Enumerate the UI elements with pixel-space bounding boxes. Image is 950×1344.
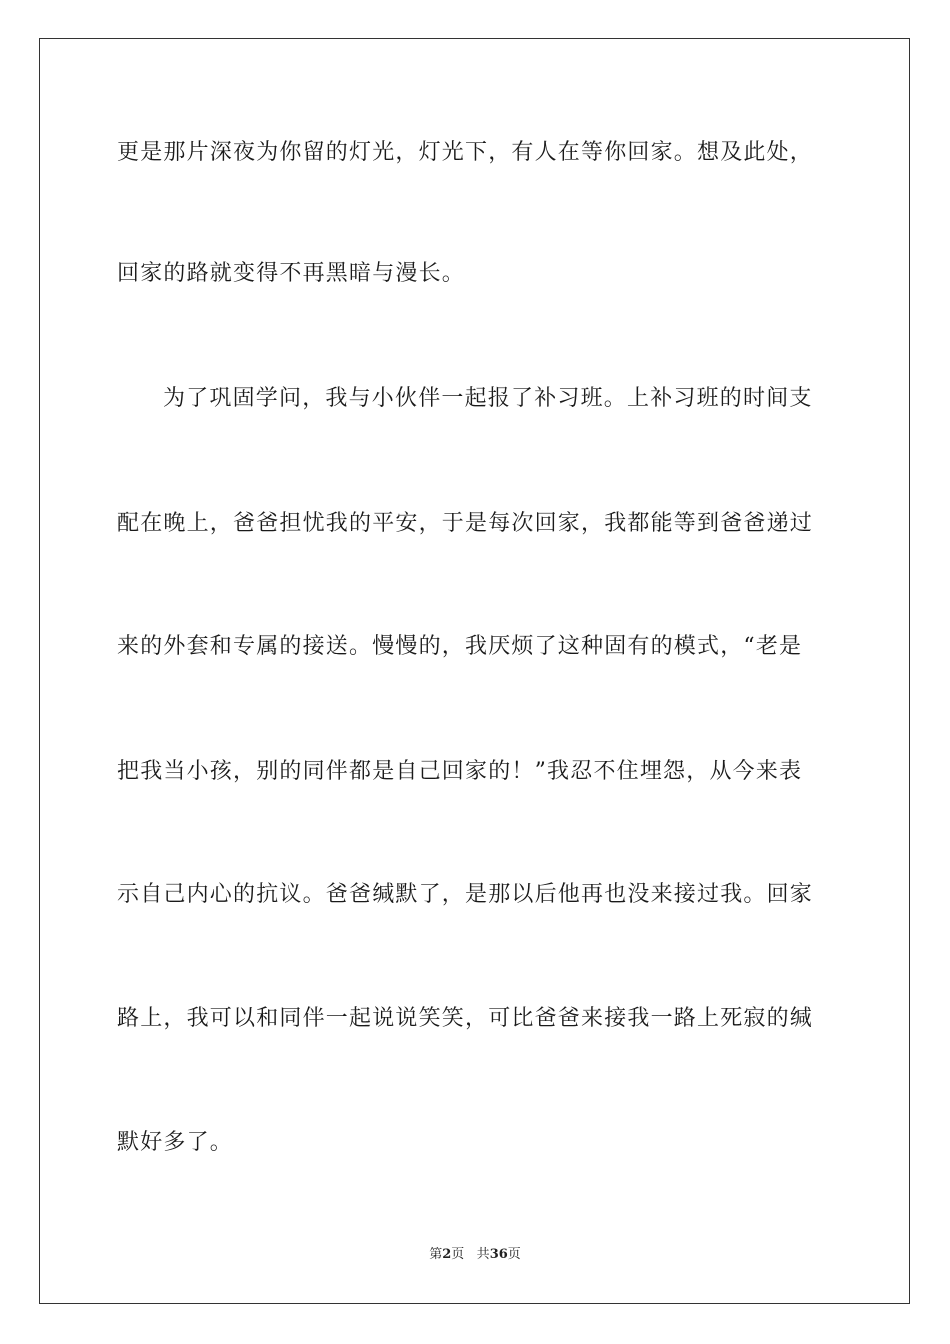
footer-total-prefix: 共	[476, 1247, 490, 1262]
paragraph-start-line: 为了巩固学问，我与小伙伴一起报了补习班。上补习班的时间支	[163, 386, 813, 411]
text-line-7: 示自己内心的抗议。爸爸缄默了，是那以后他再也没来接过我。回家	[117, 882, 814, 907]
text-line-5: 来的外套和专属的接送。慢慢的，我厌烦了这种固有的模式，“老是	[117, 634, 803, 659]
page-footer	[0, 1246, 950, 1264]
text-line-2: 回家的路就变得不再黑暗与漫长。	[117, 261, 466, 286]
footer-total-unit: 页	[507, 1247, 521, 1262]
footer-page-total: 36	[489, 1247, 508, 1262]
text-line-4: 配在晚上，爸爸担忧我的平安，于是每次回家，我都能等到爸爸递过	[117, 511, 814, 536]
footer-page-current: 2	[442, 1247, 452, 1262]
footer-page-unit: 页	[451, 1247, 465, 1262]
footer-page-prefix: 第	[429, 1247, 443, 1262]
text-line-1: 更是那片深夜为你留的灯光，灯光下，有人在等你回家。想及此处，	[117, 140, 814, 165]
text-line-6: 把我当小孩，别的同伴都是自己回家的！”我忍不住埋怨，从今来表	[117, 759, 803, 784]
page-border	[39, 38, 910, 1304]
text-line-8: 路上，我可以和同伴一起说说笑笑，可比爸爸来接我一路上死寂的缄	[117, 1006, 814, 1031]
text-line-9: 默好多了。	[117, 1130, 234, 1155]
